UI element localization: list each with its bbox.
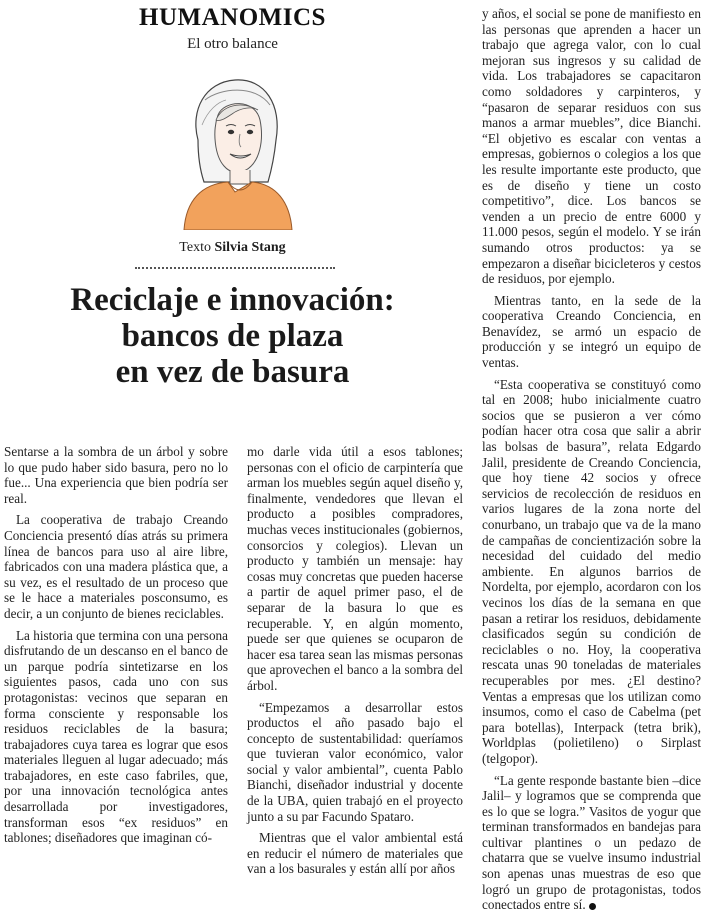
byline-author: Silvia Stang — [214, 240, 286, 255]
headline-line-3: en vez de basura — [115, 354, 350, 390]
paragraph: “Empezamos a desarrollar estos productos el año pasado bajo el concepto de sustentabilidad: queríamos que tuvieran valor económico, valor social y valor ambiental”, cuenta Pablo Bianchi, diseñador industrial y docente de la UBA, quien trabajó en el proyecto junto a su par Facundo Spataro. — [247, 699, 463, 824]
section-subtitle: El otro balance — [187, 36, 278, 52]
end-of-article-mark — [589, 903, 596, 910]
paragraph: Mientras tanto, en la sede de la cooperativa Creando Conciencia, en Benavídez, se armó un espacio de producción y se integró un equipo de ventas. — [482, 292, 701, 371]
paragraph — [482, 773, 701, 913]
section-title: HUMANOMICS — [139, 4, 326, 31]
byline-prefix: Texto — [179, 240, 211, 255]
paragraph: La cooperativa de trabajo Creando Conciencia presentó días atrás su primera línea de bancos para uso al aire libre, fabricados con una madera plástica que, a su vez, es el resultado de un proceso que se le hace a materiales posconsumo, es decir, a un conjunto de bienes reciclables. — [4, 512, 228, 621]
dotted-divider — [135, 267, 335, 269]
article-headline — [0, 282, 465, 390]
paragraph: La historia que termina con una persona disfrutando de un descanso en el banco de un parque podría sintetizarse en los siguientes pasos, cada uno con sus protagonistas: vecinos que separan en forma consciente y responsable los residuos reciclables de la basura; trabajadores cuya tarea es lograr que esos materiales lleguen al lugar adecuado; más trabajadores, en este caso fabriles, que, por una innovación tecnológica antes desarrollada por investigadores, transforman esos “ex residuos” en tablones; diseñadores que imaginan có- — [4, 627, 228, 846]
paragraph: mo darle vida útil a esos tablones; personas con el oficio de carpintería que arman los muebles según aquel diseño y, finalmente, vendedores que llevan el producto a posibles compradores, muchas veces institucionales (gobiernos, consorcios y colegios). Llevan un producto y también un mensaje: hay cosas muy concretas que pueden hacerse a partir de aquel primer paso, el de separar de la basura lo que es recuperable. Y, en algún momento, puede ser que quienes se ocuparon de hacer esa tarea sean las mismas personas que aprovechen el banco a la sombra del árbol. — [247, 444, 463, 693]
body-column-2 — [247, 444, 463, 883]
section-header — [0, 4, 465, 53]
paragraph: y años, el social se pone de manifiesto en las personas que aprenden a hacer un trabajo que agrega valor, con lo cual mejoran sus ingresos y su calidad de vida. Los trabajadores se capacitaron como soldadores y carpinteros, y “pasaron de separar residuos con sus manos a armar muebles”, dice Bianchi. “El objetivo es escalar con ventas a empresas, gobiernos o colegios a los que les resulte importante este producto, que es de diseño y tiene un costo competitivo”, dice. Los bancos se venden a un precio de entre 6000 y 11.000 pesos, según el modelo. Y se irán sumando otros productos: ya se empezaron a diseñar bicicleteros y cestos de residuos, por ejemplo. — [482, 6, 701, 287]
paragraph-text: “La gente responde bastante bien –dice Jalil– y logramos que se comprenda que es lo que se logra.” Vasitos de yogur que terminan transformados en bandejas para cultivar plantines o un pedazo de chatarra que se vuelve insumo industrial son apenas unas muestras de eso que logró un grupo de protagonistas, todos conectados entre sí. — [482, 772, 701, 913]
byline — [0, 240, 465, 256]
paragraph: Sentarse a la sombra de un árbol y sobre lo que pudo haber sido basura, pero no lo fue... Una experiencia que bien podría ser real. — [4, 444, 228, 506]
author-portrait — [160, 70, 310, 230]
headline-line-1: Reciclaje e innovación: — [70, 282, 395, 318]
body-column-1 — [4, 444, 228, 852]
body-column-3 — [482, 6, 701, 919]
paragraph: “Esta cooperativa se constituyó como tal en 2008; hubo inicialmente cuatro socios que se pusieron a ver cómo podían hacer otra cosa que salir a abrir las bolsas de basura”, relata Edgardo Jalil, presidente de Creando Conciencia, que hoy tiene 42 socios y ofrece servicios de recolección de residuos en varios lugares de la zona norte del conurbano, un trabajo que va de la mano de campañas de concientización sobre la necesidad del cuidado del medio ambiente. En algunos barrios de Nordelta, por ejemplo, acordaron con los vecinos los días de la semana en que pasan a retirar los residuos, debidamente clasificados según su condición de reciclables o no. Hoy, la cooperativa rescata unas 90 toneladas de materiales recuperables por mes. ¿El destino? Ventas a empresas que los utilizan como insumos, como el caso de Cabelma (pet para botellas), Interpack (tetra brik), Worldplas (polietileno) o Sirplast (telgopor). — [482, 376, 701, 766]
headline-line-2: bancos de plaza — [121, 318, 344, 354]
paragraph: Mientras que el valor ambiental está en reducir el número de materiales que van a los basurales y están allí por años — [247, 830, 463, 877]
